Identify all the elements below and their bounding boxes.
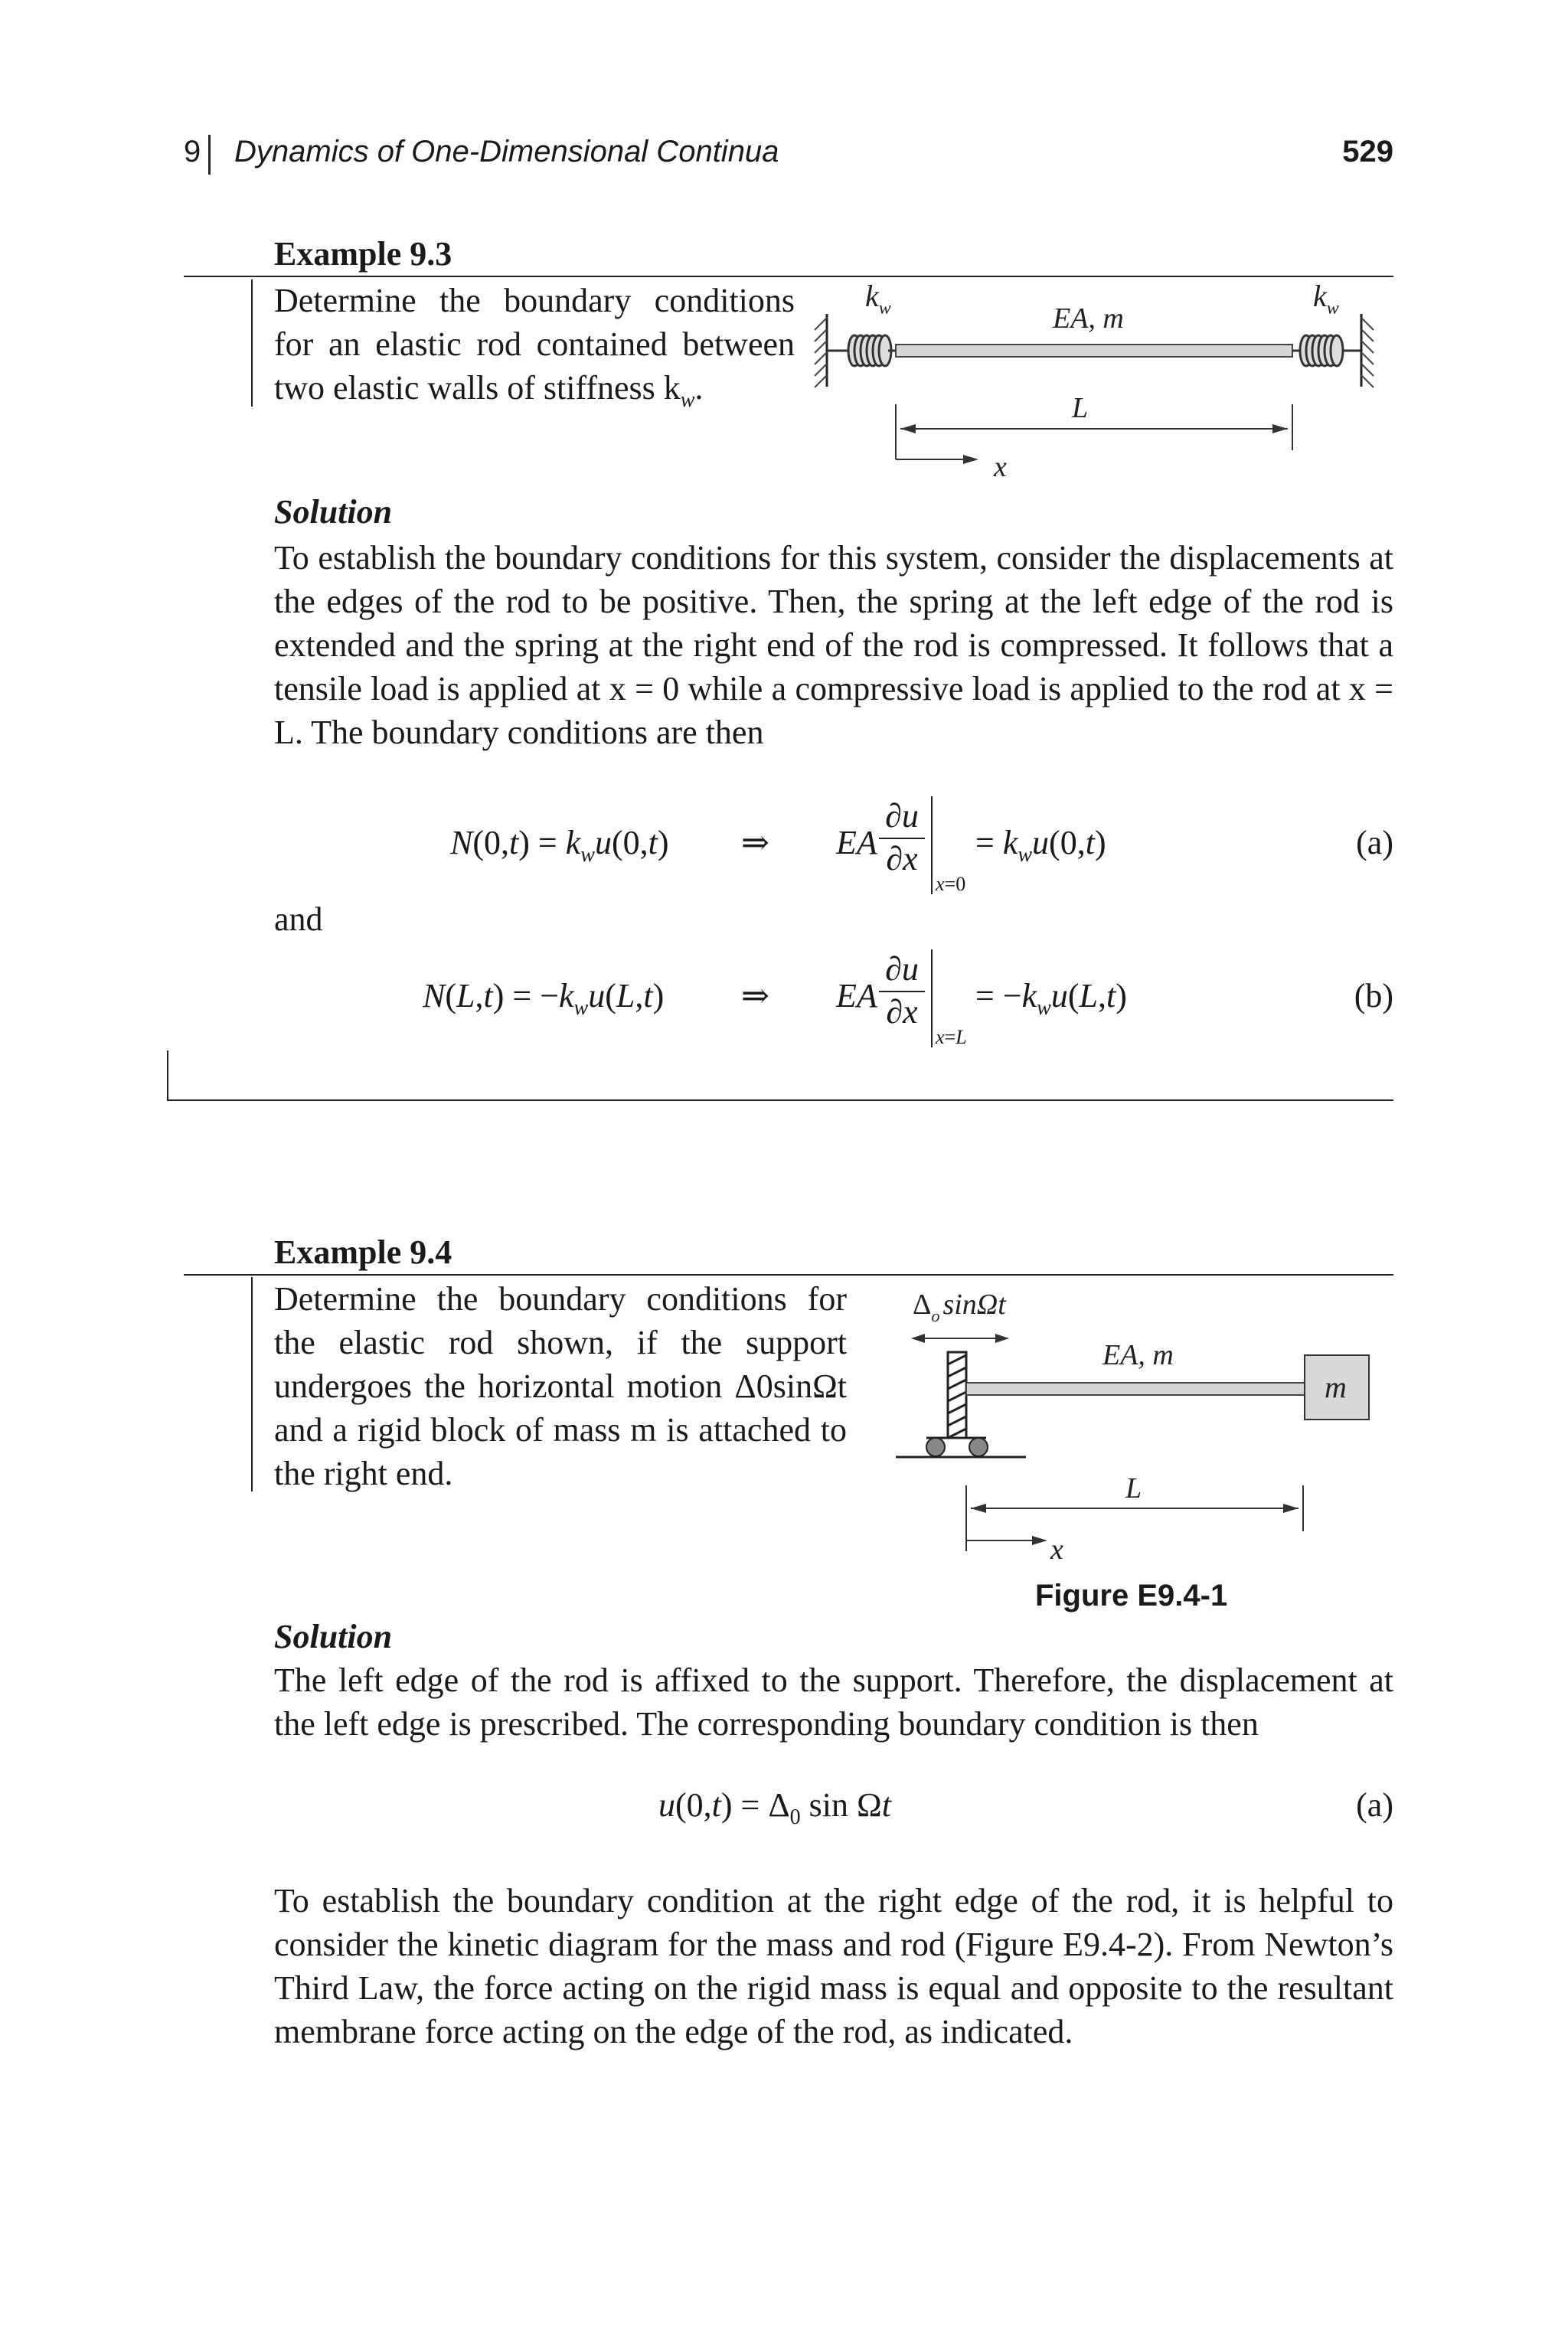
running-header	[184, 135, 1393, 175]
roller-left	[926, 1438, 945, 1456]
label-k-right: $k_w$	[1313, 279, 1339, 319]
eq-a-ea: EA	[836, 824, 877, 861]
implies-arrow-b: ⇒	[741, 977, 769, 1014]
label-x: x	[994, 451, 1007, 483]
example-9-3-problem-bar	[251, 279, 253, 407]
label-support-motion: $\Delta_o$ sinΩt	[913, 1289, 1006, 1325]
eq-a-eval-bar	[931, 796, 933, 894]
connector-and: and	[274, 900, 323, 938]
chapter-divider	[208, 135, 211, 175]
problem-line-1: Determine the boundary conditions	[274, 282, 795, 319]
example-9-4-figure	[873, 1279, 1393, 1577]
eq-b-eval-bar	[931, 949, 933, 1047]
eq-b-ea: EA	[836, 977, 877, 1014]
left-spring	[827, 335, 891, 366]
chapter-title: Dynamics of One-Dimensional Continua	[234, 135, 779, 168]
chapter-number: 9	[184, 135, 201, 168]
example-9-4-solution-text-1: The left edge of the rod is affixed to the support. Therefore, the displacement at the left edge is prescribed. The corresponding boundary condition is then	[274, 1661, 1393, 1743]
example-9-4-solution-text-2: To establish the boundary condition at the right edge of the rod, it is helpful to consider the kinetic diagram for the mass and rod (Figure E9.4-2). From Newton’s Third Law, the force acting on the rigid mass is equal and opposite to the resultant membrane force acting on the edge of the rod, as indicated.	[274, 1882, 1393, 2050]
example-9-4-problem-bar	[251, 1277, 253, 1491]
problem-line-2: for an elastic rod contained between	[274, 325, 795, 363]
example-9-3-solution-label: Solution	[274, 493, 393, 531]
right-wall-hatch	[1361, 318, 1374, 387]
label-length: L	[1072, 392, 1089, 424]
roller-right	[969, 1438, 988, 1456]
eq-a-lhs: $N(0,t) = k_wu(0,t)$	[450, 824, 669, 867]
example-9-3-title: Example 9.3	[274, 235, 452, 273]
label-x-94: x	[1050, 1534, 1063, 1566]
example-9-4-equation-a	[658, 1785, 1393, 1834]
equation-94-a-tag: (a)	[1356, 1786, 1393, 1824]
problem-line-3-end: .	[694, 369, 704, 407]
left-wall-hatch	[815, 318, 827, 387]
equation-b-tag: (b)	[1354, 977, 1393, 1014]
eq-b-eval-point: x=L	[936, 1026, 967, 1048]
label-ea-m-94: EA, m	[1102, 1339, 1174, 1371]
example-9-3-problem-text	[274, 279, 795, 422]
example-9-3-equation-a	[444, 796, 1393, 903]
example-9-3-bottom-rule	[167, 1099, 1393, 1101]
eq-a-eval-point: x=0	[936, 873, 966, 895]
problem-line-3-text: two elastic walls of stiffness k	[274, 369, 681, 407]
stiffness-subscript: w	[680, 387, 695, 412]
eq-b-rhs: = $-k_wu(L,t)$	[975, 977, 1127, 1020]
rod	[896, 345, 1292, 357]
eq-b-lhs: $N(L,t) = -k_wu(L,t)$	[423, 977, 665, 1020]
example-9-3-solution-text: To establish the boundary conditions for this system, consider the displacements at the edges of the rod to be positive. Then, the spring at the left edge of the rod is extended and the spring at the right end of the rod is compressed. It follows that a tensile load is applied at x = 0 while a compressive load is applied to the rod at x = L. The boundary conditions are then	[274, 539, 1393, 751]
equation-a-tag: (a)	[1356, 824, 1393, 861]
eq-a-fraction: ∂u ∂x	[879, 796, 925, 880]
example-9-4-top-rule	[184, 1274, 1393, 1276]
figure-e9-4-1-caption: Figure E9.4-1	[1035, 1579, 1228, 1612]
label-k-left: $k_w$	[865, 279, 891, 319]
label-mass: m	[1325, 1370, 1347, 1404]
example-9-4-title: Example 9.4	[274, 1233, 452, 1271]
example-9-3-figure	[804, 276, 1409, 498]
example-9-3-equation-b	[423, 949, 1393, 1057]
eq-a-rhs: = $k_wu(0,t)$	[975, 824, 1106, 867]
problem-line-3	[274, 366, 795, 422]
rod-94	[966, 1383, 1305, 1395]
page-number: 529	[1342, 135, 1393, 168]
example-9-3-end-bar	[167, 1050, 168, 1101]
label-length-94: L	[1125, 1472, 1142, 1505]
eq-b-fraction: ∂u ∂x	[879, 949, 925, 1034]
eq-94-a-body: $u(0,t) = \Delta_0$ sin Ωt	[658, 1786, 891, 1829]
implies-arrow: ⇒	[741, 824, 769, 861]
example-9-4-problem-text: Determine the boundary conditions for the elastic rod shown, if the support undergoes the horizontal motion Δ0sinΩt and a rigid block of mass m is attached to the right end.	[274, 1280, 847, 1492]
example-9-4-solution-label: Solution	[274, 1618, 393, 1655]
label-ea-m: EA, m	[1053, 302, 1124, 335]
right-spring	[1300, 335, 1361, 366]
